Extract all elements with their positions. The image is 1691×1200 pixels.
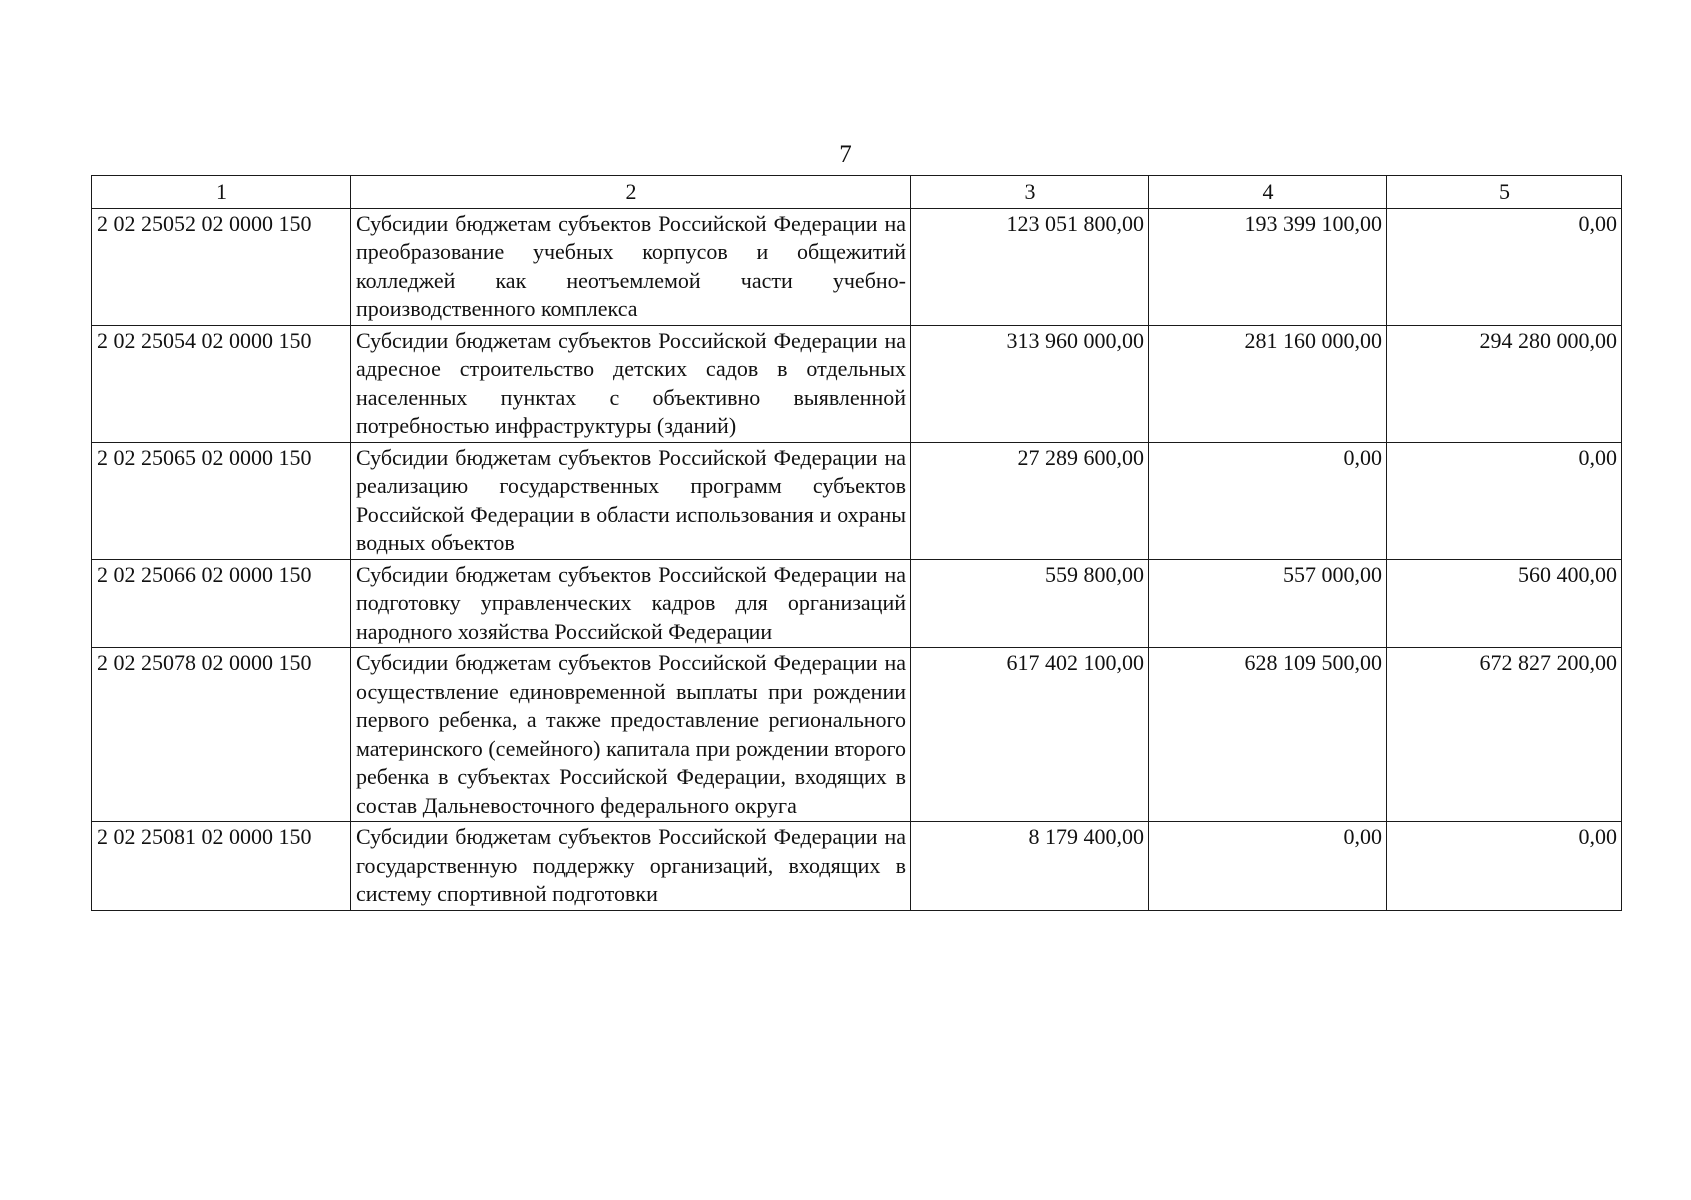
amount-col-4: 0,00 — [1149, 822, 1387, 911]
table-row — [92, 822, 1622, 911]
amount-col-5: 672 827 200,00 — [1387, 648, 1622, 822]
table-header-row — [92, 176, 1622, 209]
amount-col-3: 617 402 100,00 — [911, 648, 1149, 822]
table-row — [92, 325, 1622, 442]
amount-col-5: 0,00 — [1387, 442, 1622, 559]
page-number: 7 — [839, 141, 852, 168]
amount-col-5: 294 280 000,00 — [1387, 325, 1622, 442]
amount-col-4: 557 000,00 — [1149, 559, 1387, 648]
amount-col-3: 27 289 600,00 — [911, 442, 1149, 559]
subsidy-description: Субсидии бюджетам субъектов Российской Федерации на адресное строительство детских садов в отдельных населенных пунктах с объективно выявленной потребностью инфраструктуры (зданий) — [351, 325, 911, 442]
column-header-4: 4 — [1149, 176, 1387, 209]
amount-col-4: 628 109 500,00 — [1149, 648, 1387, 822]
amount-col-3: 123 051 800,00 — [911, 208, 1149, 325]
amount-col-4: 193 399 100,00 — [1149, 208, 1387, 325]
amount-col-5: 0,00 — [1387, 822, 1622, 911]
budget-code: 2 02 25065 02 0000 150 — [92, 442, 351, 559]
column-header-3: 3 — [911, 176, 1149, 209]
budget-code: 2 02 25066 02 0000 150 — [92, 559, 351, 648]
budget-code: 2 02 25054 02 0000 150 — [92, 325, 351, 442]
amount-col-5: 560 400,00 — [1387, 559, 1622, 648]
amount-col-5: 0,00 — [1387, 208, 1622, 325]
subsidy-description: Субсидии бюджетам субъектов Российской Федерации на государственную поддержку организаций, входящих в систему спортивной подготовки — [351, 822, 911, 911]
subsidy-description: Субсидии бюджетам субъектов Российской Федерации на преобразование учебных корпусов и общежитий колледжей как неотъемлемой части учебно-производственного комплекса — [351, 208, 911, 325]
amount-col-3: 8 179 400,00 — [911, 822, 1149, 911]
budget-table — [91, 175, 1622, 911]
budget-code: 2 02 25081 02 0000 150 — [92, 822, 351, 911]
subsidy-description: Субсидии бюджетам субъектов Российской Федерации на подготовку управленческих кадров для организаций народного хозяйства Российской Федерации — [351, 559, 911, 648]
table-row — [92, 648, 1622, 822]
column-header-1: 1 — [92, 176, 351, 209]
subsidy-description: Субсидии бюджетам субъектов Российской Федерации на реализацию государственных программ субъектов Российской Федерации в области использования и охраны водных объектов — [351, 442, 911, 559]
budget-code: 2 02 25052 02 0000 150 — [92, 208, 351, 325]
table-row — [92, 208, 1622, 325]
column-header-2: 2 — [351, 176, 911, 209]
amount-col-3: 559 800,00 — [911, 559, 1149, 648]
amount-col-4: 0,00 — [1149, 442, 1387, 559]
amount-col-4: 281 160 000,00 — [1149, 325, 1387, 442]
subsidy-description: Субсидии бюджетам субъектов Российской Федерации на осуществление единовременной выплаты при рождении первого ребенка, а также предоставление регионального материнского (семейного) капитала при рождении второго ребенка в субъектах Российской Федерации, входящих в состав Дальневосточного федерального округа — [351, 648, 911, 822]
amount-col-3: 313 960 000,00 — [911, 325, 1149, 442]
table-row — [92, 442, 1622, 559]
column-header-5: 5 — [1387, 176, 1622, 209]
budget-code: 2 02 25078 02 0000 150 — [92, 648, 351, 822]
table-row — [92, 559, 1622, 648]
